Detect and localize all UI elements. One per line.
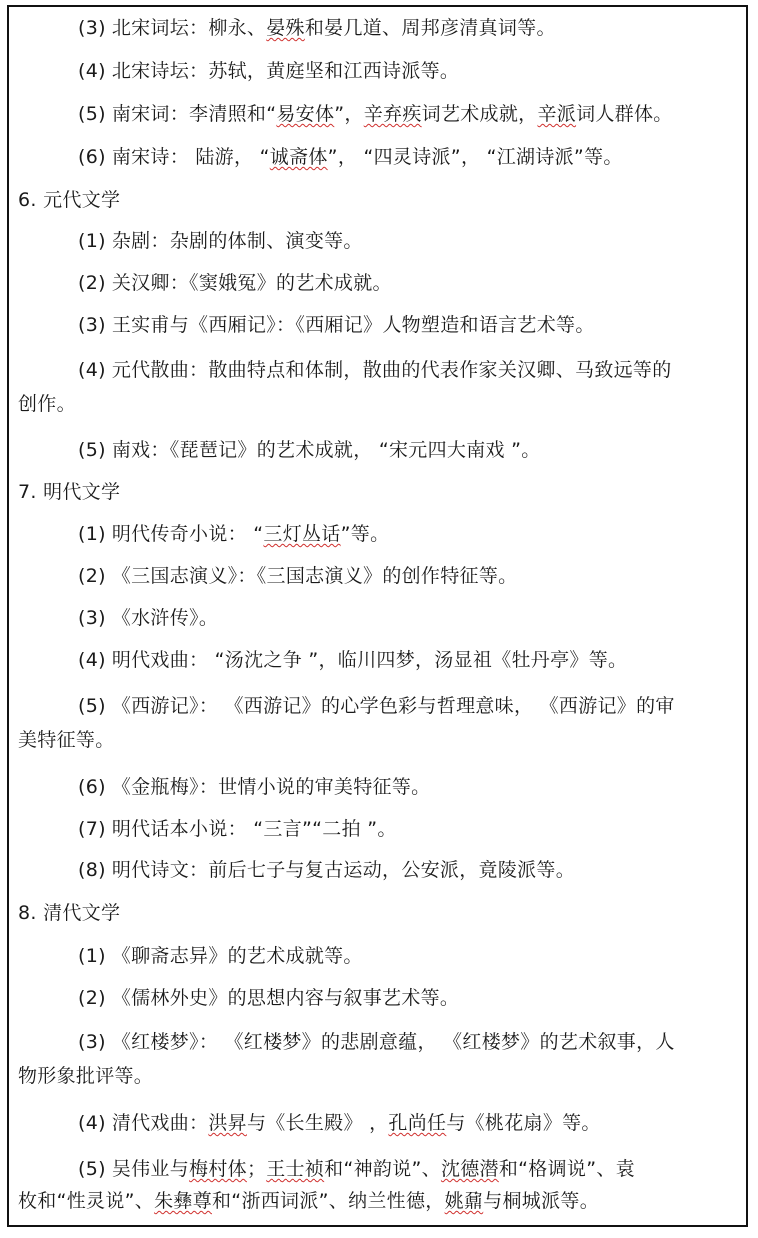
item-text: 关汉卿：《窦娥冤》的艺术成就。: [111, 272, 392, 294]
item-text: 《红楼梦》： 《红楼梦》的悲剧意蕴， 《红楼梦》的艺术叙事，人: [111, 1031, 675, 1053]
spellcheck-word: 晏殊: [266, 17, 305, 39]
section-heading: 7. 明代文学: [18, 481, 121, 503]
item-text: 明代诗文：前后七子与复古运动，公安派，竟陵派等。: [111, 859, 576, 881]
item-text: 明代话本小说： “三言”“二拍 ”。: [111, 818, 397, 840]
item-number: (1): [78, 945, 106, 967]
item-text: 《金瓶梅》：世情小说的审美特征等。: [111, 776, 431, 798]
list-item: [78, 16, 556, 40]
spellcheck-word: 三灯丛话: [263, 523, 341, 545]
item-text: 吴伟业与: [111, 1158, 190, 1180]
item-text: ；: [246, 1158, 267, 1180]
item-text: 《聊斋志异》的艺术成就等。: [111, 945, 363, 967]
list-item: [78, 229, 363, 253]
section-heading: 6. 元代文学: [18, 189, 121, 211]
item-text: 与桐城派等。: [483, 1190, 600, 1212]
item-number: (3): [78, 1031, 106, 1053]
item-number: (4): [78, 359, 106, 381]
list-item: [78, 102, 673, 126]
list-item-continuation: 创作。: [18, 393, 76, 415]
spellcheck-word: 辛弃疾: [363, 103, 422, 125]
item-text: 和“格调说”、袁: [498, 1158, 635, 1180]
item-text: 北宋词坛：柳永、: [111, 17, 267, 39]
spellcheck-word: 朱彝尊: [154, 1190, 212, 1212]
item-number: (3): [78, 17, 106, 39]
item-text: 词艺术成就，: [421, 103, 538, 125]
list-item: [78, 1030, 675, 1054]
item-text: 《水浒传》。: [111, 607, 219, 629]
item-text: 清代戏曲：: [111, 1112, 209, 1134]
item-number: (1): [78, 230, 106, 252]
list-item: [78, 606, 218, 630]
item-text: 和“浙西词派”、纳兰性德，: [212, 1190, 445, 1212]
item-number: (5): [78, 1158, 106, 1180]
list-item: [78, 817, 397, 841]
item-text: 与《长生殿》 ，: [246, 1112, 389, 1134]
item-number: (5): [78, 695, 106, 717]
item-text: 南宋词：李清照和“: [111, 103, 277, 125]
item-number: (1): [78, 523, 106, 545]
item-number: (5): [78, 439, 106, 461]
item-text: 枚和“性灵说”、: [18, 1190, 155, 1212]
item-text: 和晏几道、周邦彦清真词等。: [304, 17, 556, 39]
spellcheck-word: 王士祯: [266, 1158, 325, 1180]
list-item: [78, 944, 363, 968]
item-text: 南宋诗： 陆游， “: [111, 146, 270, 168]
list-item-continuation: [18, 1189, 599, 1213]
list-item: [78, 358, 672, 382]
list-item: [78, 145, 623, 169]
item-number: (2): [78, 272, 106, 294]
list-item: [78, 438, 541, 462]
item-text: 南戏：《琵琶记》的艺术成就， “宋元四大南戏 ”。: [111, 439, 541, 461]
item-text: 明代戏曲： “汤沈之争 ”，临川四梦，汤显祖《牡丹亭》等。: [111, 649, 628, 671]
list-item-continuation: 物形象批评等。: [18, 1065, 154, 1087]
item-number: (7): [78, 818, 106, 840]
list-item: [78, 522, 389, 546]
section-heading: 8. 清代文学: [18, 902, 121, 924]
list-item: [78, 271, 392, 295]
item-number: (2): [78, 987, 106, 1009]
item-number: (6): [78, 776, 106, 798]
item-number: (4): [78, 60, 106, 82]
item-number: (4): [78, 1112, 106, 1134]
list-item: [78, 986, 459, 1010]
list-item: [78, 564, 517, 588]
item-number: (4): [78, 649, 106, 671]
item-number: (5): [78, 103, 106, 125]
item-text: 元代散曲：散曲特点和体制，散曲的代表作家关汉卿、马致远等的: [111, 359, 672, 381]
list-item: [78, 313, 595, 337]
list-item: [78, 1157, 635, 1181]
list-item: [78, 1111, 601, 1135]
item-text: 杂剧：杂剧的体制、演变等。: [111, 230, 363, 252]
item-number: (3): [78, 607, 106, 629]
item-text: ”， “四灵诗派”， “江湖诗派”等。: [327, 146, 623, 168]
list-item: [78, 648, 627, 672]
item-text: 北宋诗坛：苏轼，黄庭坚和江西诗派等。: [111, 60, 460, 82]
spellcheck-word: 辛派: [537, 103, 577, 125]
item-text: 词人群体。: [576, 103, 673, 125]
spellcheck-word: 孔尚任: [388, 1112, 447, 1134]
spellcheck-word: 诚斋体: [269, 146, 328, 168]
spellcheck-word: 易安体: [276, 103, 335, 125]
item-number: (3): [78, 314, 106, 336]
item-number: (8): [78, 859, 106, 881]
list-item: [78, 775, 430, 799]
spellcheck-word: 洪昇: [208, 1112, 247, 1134]
item-text: 与《桃花扇》等。: [446, 1112, 601, 1134]
item-text: ”，: [334, 103, 364, 125]
spellcheck-word: 沈德潜: [440, 1158, 499, 1180]
list-item: [78, 858, 575, 882]
item-text: 《三国志演义》：《三国志演义》的创作特征等。: [111, 565, 518, 587]
item-text: 《西游记》： 《西游记》的心学色彩与哲理意味， 《西游记》的审: [111, 695, 675, 717]
list-item: [78, 694, 675, 718]
item-text: 和“神韵说”、: [324, 1158, 441, 1180]
item-text: 王实甫与《西厢记》：《西厢记》人物塑造和语言艺术等。: [111, 314, 595, 336]
item-text: 《儒林外史》的思想内容与叙事艺术等。: [111, 987, 460, 1009]
item-number: (6): [78, 146, 106, 168]
list-item: [78, 59, 459, 83]
list-item-continuation: 美特征等。: [18, 729, 115, 751]
item-text: ”等。: [340, 523, 390, 545]
item-text: 明代传奇小说： “: [111, 523, 264, 545]
spellcheck-word: 梅村体: [189, 1158, 247, 1180]
spellcheck-word: 姚鼐: [444, 1190, 484, 1212]
item-number: (2): [78, 565, 106, 587]
